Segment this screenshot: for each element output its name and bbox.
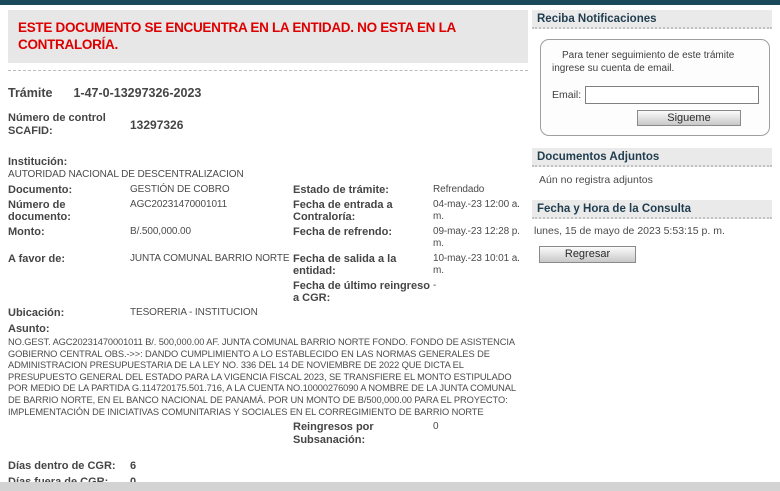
- field-value-fecha-salida: 10-may.-23 10:01 a. m.: [433, 252, 520, 276]
- warning-section: [8, 10, 528, 71]
- field-label-a-favor-de: A favor de:: [8, 252, 66, 265]
- field-label-fecha-entrada: Fecha de entrada a Contraloría:: [293, 198, 393, 223]
- notifications-instruction: Para tener seguimiento de este trámite ingrese su cuenta de email.: [552, 50, 735, 74]
- dias-dentro-label: Días dentro de CGR:: [8, 460, 116, 473]
- reingresos-row: [8, 421, 528, 448]
- dias-dentro-value: 6: [130, 460, 137, 473]
- follow-button[interactable]: Sigueme: [637, 110, 741, 126]
- footer-bar: [0, 482, 780, 491]
- field-value-documento: GESTIÓN DE COBRO: [130, 184, 230, 195]
- attachments-header: Documentos Adjuntos: [532, 148, 772, 167]
- field-value-fecha-entrada: 04-may.-23 12:00 a. m.: [433, 198, 520, 222]
- field-empty: [130, 421, 293, 448]
- field-value-a-favor-de: JUNTA COMUNAL BARRIO NORTE: [130, 252, 290, 264]
- sidebar: [532, 5, 772, 263]
- field-empty: [130, 280, 293, 307]
- field-label-numero-documento: Número de documento:: [8, 198, 71, 223]
- reingresos-value: 0: [433, 421, 439, 433]
- tramite-detail-panel: [0, 5, 532, 490]
- scafid-label: Número de control SCAFID:: [8, 112, 106, 137]
- consulta-datetime: lunes, 15 de mayo de 2023 5:53:15 p. m.: [534, 225, 725, 237]
- field-label-monto: Monto:: [8, 225, 45, 238]
- field-label-fecha-refrendo: Fecha de refrendo:: [293, 225, 393, 238]
- field-value-monto: B/.500,000.00: [130, 225, 191, 237]
- tramite-number-row: [8, 86, 528, 100]
- field-label-ultimo-reingreso: Fecha de último reingreso a CGR:: [293, 279, 430, 304]
- field-label-ubicacion: Ubicación:: [8, 306, 65, 319]
- back-button[interactable]: Regresar: [539, 246, 636, 263]
- asunto-text: NO.GEST. AGC20231470001011 B/. 500,000.00 AF. JUNTA COMUNAL BARRIO NORTE FONDO. FONDO DE ASISTENCIA GOBIERNO CENTRAL OBS.->>: DANDO CUMPLIMIENTO A LO ESTABLECIDO EN LAS NORMAS GENERALES DE ADMINISTRACION PRESUPUESTARIA DE LA LEY NO. 336 DEL 14 DE NOVIEMBRE DE 2022 QUE DICTA EL PRESUPUESTO GENERAL DEL ESTADO PARA LA VIGENCIA FISCAL 2023, SE TRANSFIERE EL MONTO ESTIPULADO POR MEDIO DE LA PARTIDA G.114720175.501.716, A LA CUENTA NO.10000276090 A NOMBRE DE LA JUNTA COMUNAL DE BARRIO NORTE, EN EL BANCO NACIONAL DE PANAMÁ. POR UN MONTO DE B/500,000.00 PARA EL PROYECTO: IMPLEMENTACIÓN DE INICIATIVAS COMUNITARIAS Y SOCIALES EN EL CORREGIMIENTO DE BARRIO NORTE: [8, 337, 516, 417]
- scafid-row: [8, 112, 528, 138]
- consulta-header: Fecha y Hora de la Consulta: [532, 200, 772, 219]
- field-empty: [293, 307, 433, 322]
- notifications-header: Reciba Notificaciones: [532, 10, 772, 29]
- page-layout: [0, 5, 780, 490]
- attachments-empty-text: Aún no registra adjuntos: [539, 174, 653, 186]
- email-row: [552, 86, 759, 104]
- email-label: Email:: [552, 89, 582, 101]
- institucion-label: Institución:: [8, 156, 68, 168]
- field-empty: [433, 307, 528, 322]
- warning-message: ESTE DOCUMENTO SE ENCUENTRA EN LA ENTIDAD. NO ESTA EN LA CONTRALORÍA.: [18, 20, 456, 52]
- reingresos-label: Reingresos por Subsanación:: [293, 421, 374, 446]
- warning-box: [8, 10, 528, 63]
- tramite-value: 1-47-0-13297326-2023: [73, 86, 202, 100]
- field-empty: [8, 421, 130, 448]
- field-value-fecha-refrendo: 09-may.-23 12:28 p. m.: [433, 225, 520, 249]
- institucion-block: [8, 156, 528, 181]
- notifications-box: [540, 39, 770, 136]
- field-empty: [8, 280, 130, 307]
- institucion-value: AUTORIDAD NACIONAL DE DESCENTRALIZACION: [8, 169, 244, 180]
- details-grid: [8, 184, 528, 321]
- scafid-value: 13297326: [130, 118, 184, 132]
- field-label-fecha-salida: Fecha de salida a la entidad:: [293, 252, 397, 277]
- field-value-ultimo-reingreso: -: [433, 279, 437, 291]
- email-input[interactable]: [585, 86, 759, 104]
- field-label-estado-tramite: Estado de trámite:: [293, 184, 389, 196]
- tramite-label: Trámite: [8, 86, 53, 100]
- field-value-numero-documento: AGC20231470001011: [130, 198, 228, 210]
- field-label-documento: Documento:: [8, 184, 73, 196]
- field-value-ubicacion: TESORERIA - INSTITUCION: [130, 306, 258, 318]
- field-value-estado-tramite: Refrendado: [433, 184, 485, 195]
- dias-dentro-row: [8, 459, 528, 475]
- asunto-label: Asunto:: [8, 323, 50, 335]
